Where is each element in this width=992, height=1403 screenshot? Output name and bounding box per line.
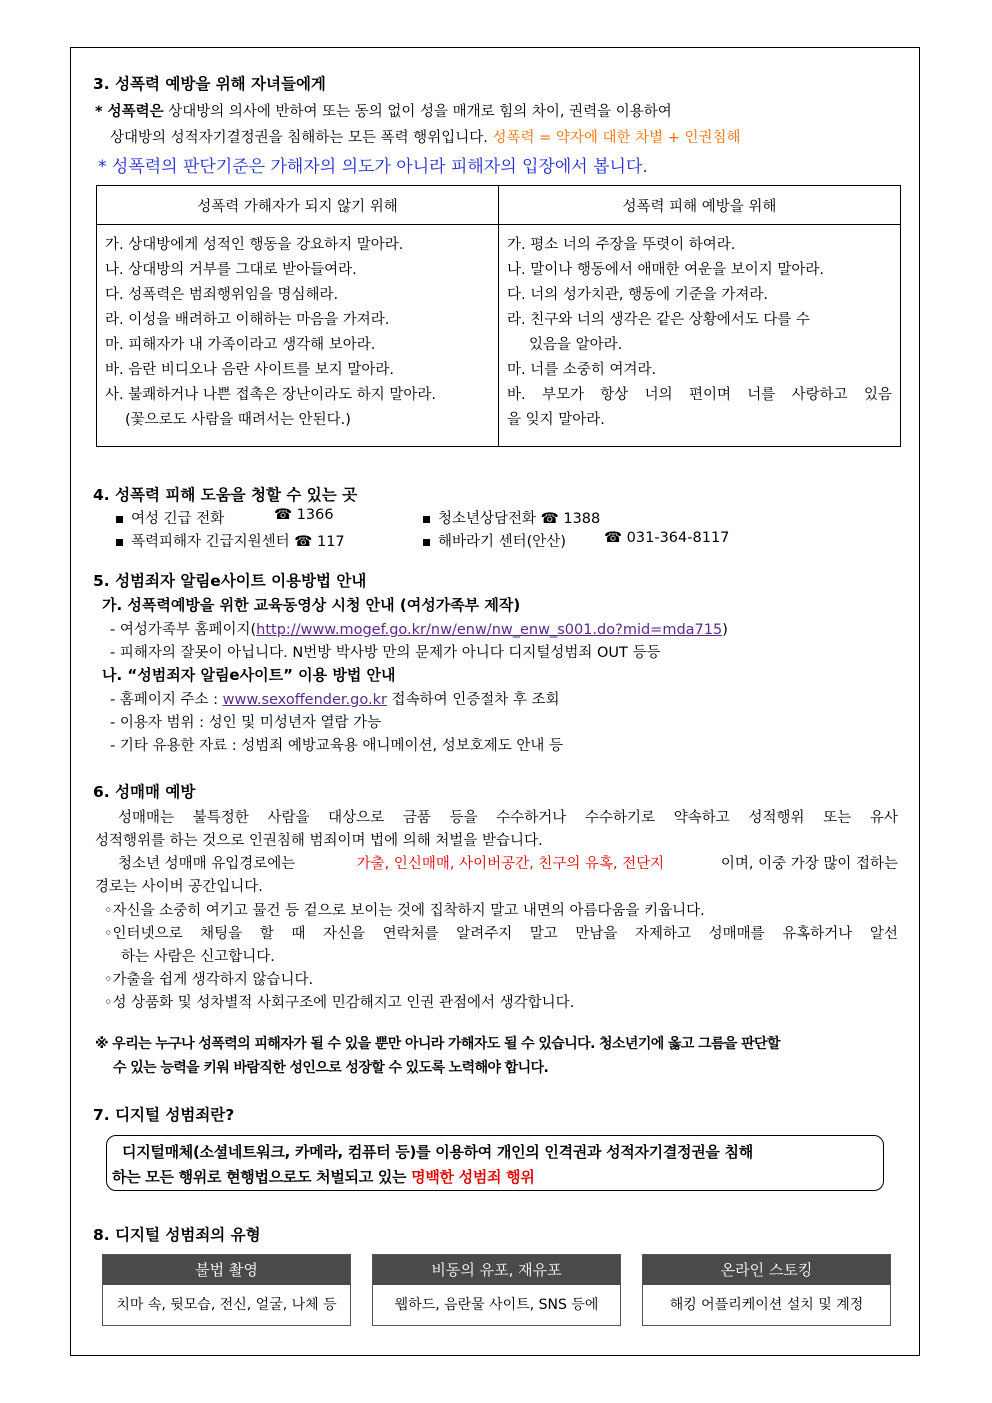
left-item: 다. 성폭력은 범죄행위임을 명심해라. [105,287,339,303]
left-item: 라. 이성을 배려하고 이해하는 마음을 가져라. [105,312,390,328]
right-list [499,225,901,447]
tip-item [104,922,898,943]
section4-title: 4. 성폭력 피해 도움을 청할 수 있는 곳 [93,486,358,504]
word: 연락처를 [382,926,439,942]
definition-text: 상대방의 의사에 반하여 또는 동의 없이 성을 매개로 힘의 차이, 권력을 이용하여 [163,104,672,120]
text: 접속하여 인증절차 후 조회 [386,692,560,708]
helpline-number [274,507,334,523]
right-item-last-cont: 을 잊지 말아라. [507,412,605,428]
definition-line1 [95,100,672,121]
phone-number: 031-364-8117 [626,530,730,546]
n-room-line: - 피해자의 잘못이 아닙니다. N번방 박사방 만의 문제가 아니다 디지털성범죄 OUT 등등 [110,645,661,661]
square-bullet-icon [116,539,123,546]
text: ) [722,622,728,638]
crime-type-card [102,1254,351,1326]
word: 편이며 [688,387,731,403]
tip-item: ◦성 상품화 및 성차별적 사회구조에 민감해지고 인권 관점에서 생각합니다. [104,995,575,1011]
phone-icon: ☎ [294,534,313,550]
definition-line2 [110,126,741,147]
phone-icon: ☎ [274,507,293,523]
right-header: 성폭력 피해 예방을 위해 [499,186,901,225]
right-item: 나. 말이나 행동에서 애매한 여운을 보이지 말아라. [507,262,825,278]
word: 성적행위 [748,810,805,826]
word: 성매매를 [708,926,765,942]
word: 있음 [863,387,892,403]
word: 성매매는 [118,810,175,826]
left-item: 가. 상대방에게 성적인 행동을 강요하지 말아라. [105,237,404,253]
phone-icon: ☎ [540,511,559,527]
note-line2: 수 있는 능력을 키워 바람직한 성인으로 성장할 수 있도록 노력해야 합니다. [113,1060,549,1076]
phone-number: 1366 [296,507,334,523]
text: - 홈페이지 주소 : [110,692,223,708]
right-item-cont: 있음을 알아라. [529,337,623,353]
word: 채팅을 [200,926,243,942]
phone-icon: ☎ [604,530,623,546]
word: 사람을 [267,810,310,826]
subsection-b-title: 나. “성범죄자 알림e사이트” 이용 방법 안내 [102,666,396,684]
crime-type-title: 온라인 스토킹 [643,1255,890,1285]
text: 청소년 성매매 유입경로에는 [118,856,300,872]
word: 바. [507,387,526,403]
paragraph1-line1 [118,806,898,827]
prevention-table [96,185,901,447]
word: 등을 [449,810,478,826]
digital-crime-def-line1: 디지털매체(소셜네트워크, 카메라, 컴퓨터 등)를 이용하여 개인의 인격권과 성적자기결정권을 침해 [122,1143,753,1161]
crime-type-card [642,1254,891,1326]
helpline-name: 해바라기 센터(안산) [438,534,566,550]
word: 자제하고 [635,926,692,942]
crime-type-desc: 웹하드, 음란물 사이트, SNS 등에 [394,1297,599,1313]
helpline-item [116,507,224,528]
square-bullet-icon [423,516,430,523]
risk-paths: 가출, 인신매매, 사이버공간, 친구의 유혹, 전단지 [356,856,665,872]
helpline-number [604,530,729,546]
left-item-note: (꽃으로도 사람을 때려서는 안된다.) [125,412,351,428]
left-item: 나. 상대방의 거부를 그대로 받아들여라. [105,262,357,278]
digital-crime-def-line2 [112,1166,535,1187]
word: 항상 [600,387,629,403]
square-bullet-icon [116,516,123,523]
word: 부모가 [541,387,584,403]
note-line1: ※ 우리는 누구나 성폭력의 피해자가 될 수 있을 뿐만 아니라 가해자도 될 수 있습니다. 청소년기에 옳고 그름을 판단할 [95,1036,780,1052]
left-item: 바. 음란 비디오나 음란 사이트를 보지 말아라. [105,362,394,378]
helpline-item [423,530,566,551]
left-list [97,225,499,447]
definition-text2: 상대방의 성적자기결정권을 침해하는 모든 폭력 행위입니다. [110,130,493,146]
word: 너를 [747,387,776,403]
word: 금품 [402,810,431,826]
word: ◦인터넷으로 [104,926,183,942]
criterion-statement: * 성폭력의 판단기준은 가해자의 의도가 아니라 피해자의 입장에서 봅니다. [98,157,648,177]
word: 또는 [823,810,852,826]
section3-title: 3. 성폭력 예방을 위해 자녀들에게 [93,75,326,93]
word: 대상으로 [328,810,385,826]
phone-number: 117 [316,534,345,550]
definition-bold: * 성폭력은 [95,104,164,120]
right-item: 마. 너를 소중히 여겨라. [507,362,657,378]
word: 알려주지 [456,926,513,942]
crime-type-desc: 치마 속, 뒷모습, 전신, 얼굴, 나체 등 [116,1297,337,1313]
sexoffender-link[interactable]: www.sexoffender.go.kr [222,692,387,708]
word: 말고 [529,926,558,942]
tip-item: ◦자신을 소중히 여기고 물건 등 겉으로 보이는 것에 집착하지 말고 내면의 아름다움을 키웁니다. [104,903,705,919]
user-range-line: - 이용자 범위 : 성인 및 미성년자 열람 가능 [110,715,382,731]
word: 때 [291,926,306,942]
resources-line: - 기타 유용한 자료 : 성범죄 예방교육용 애니메이션, 성보호제도 안내 등 [110,738,564,754]
crime-type-title: 비동의 유포, 재유포 [373,1255,620,1285]
section7-title: 7. 디지털 성범죄란? [93,1106,235,1124]
paragraph2-line2: 경로는 사이버 공간입니다. [95,879,263,895]
mogef-line [110,618,728,639]
helpline-name: 청소년상담전화 [438,511,537,527]
clear-crime-highlight: 명백한 성범죄 행위 [411,1168,535,1186]
word: 유사 [869,810,898,826]
left-item: 사. 불쾌하거나 나쁜 접촉은 장난이라도 하지 말아라. [105,387,437,403]
definition-highlight: 성폭력 = 약자에 대한 차별 + 인권침해 [492,130,741,146]
helpline-item [423,507,600,528]
crime-type-desc: 해킹 어플리케이션 설치 및 계정 [669,1297,864,1313]
square-bullet-icon [423,539,430,546]
right-item: 라. 친구와 너의 생각은 같은 상황에서도 다를 수 [507,312,811,328]
helpline-name: 폭력피해자 긴급지원센터 [131,534,290,550]
crime-type-card [372,1254,621,1326]
section6-title: 6. 성매매 예방 [93,783,196,801]
text: - 여성가족부 홈페이지( [110,622,257,638]
word: 알선 [869,926,898,942]
word: 할 [259,926,274,942]
text: 이며, 이중 가장 많이 접하는 [720,856,898,872]
phone-number: 1388 [563,511,601,527]
word: 유혹하거나 [782,926,853,942]
right-item: 가. 평소 너의 주장을 뚜렷이 하여라. [507,237,736,253]
word: 불특정한 [192,810,249,826]
tip-item-cont: 하는 사람은 신고합니다. [121,949,275,965]
word: 자신을 [322,926,365,942]
left-header: 성폭력 가해자가 되지 않기 위해 [97,186,499,225]
helpline-name: 여성 긴급 전화 [131,511,225,527]
word: 약속하고 [673,810,730,826]
paragraph2-line1 [118,852,898,873]
word: 수수하거나 [496,810,567,826]
text: 하는 모든 행위로 현행법으로도 처벌되고 있는 [112,1168,412,1186]
section8-title: 8. 디지털 성범죄의 유형 [93,1226,261,1244]
left-item: 마. 피해자가 내 가족이라고 생각해 보아라. [105,337,376,353]
paragraph1-line2: 성적행위를 하는 것으로 인권침해 범죄이며 법에 의해 처벌을 받습니다. [95,833,543,849]
word: 수수하기로 [585,810,656,826]
word: 너의 [644,387,673,403]
word: 사랑하고 [791,387,848,403]
word: 만남을 [575,926,618,942]
right-item: 다. 너의 성가치관, 행동에 기준을 가져라. [507,287,768,303]
right-item-last [507,383,892,408]
helpline-item [116,530,345,551]
tip-item: ◦가출을 쉽게 생각하지 않습니다. [104,972,314,988]
section5-title: 5. 성범죄자 알림e사이트 이용방법 안내 [93,572,367,590]
mogef-link[interactable]: http://www.mogef.go.kr/nw/enw/nw_enw_s001.do?mid=mda715 [256,622,723,638]
homepage-line [110,688,559,709]
subsection-a-title: 가. 성폭력예방을 위한 교육동영상 시청 안내 (여성가족부 제작) [102,596,521,614]
crime-type-title: 불법 촬영 [103,1255,350,1285]
